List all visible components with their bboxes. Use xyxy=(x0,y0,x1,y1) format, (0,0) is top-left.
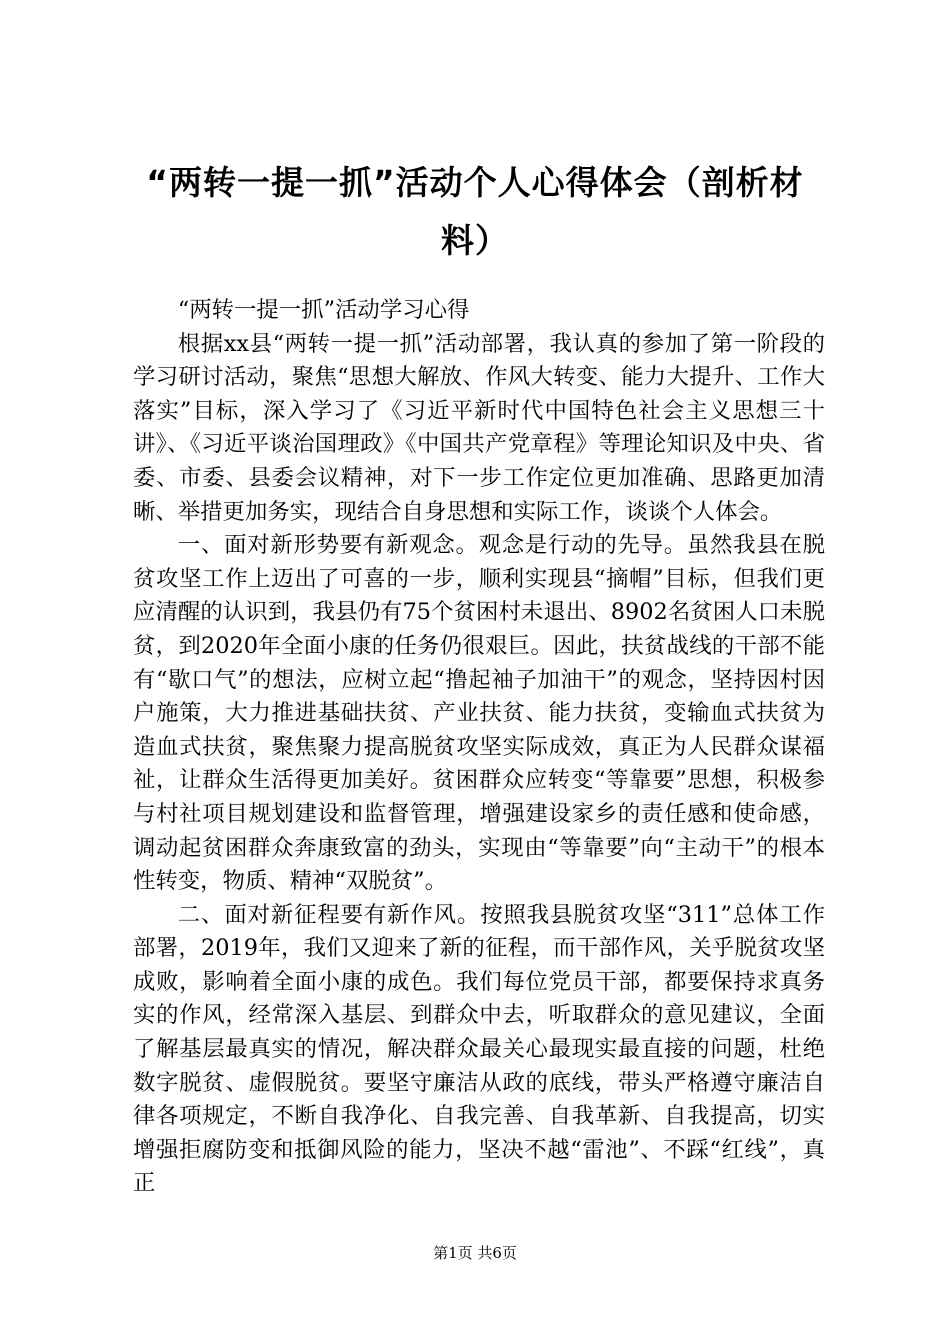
section-one-paragraph: 一、面对新形势要有新观念。观念是行动的先导。虽然我县在脱贫攻坚工作上迈出了可喜的一步，顺利实现县“摘帽”目标，但我们更应清醒的认识到，我县仍有75个贫困村未退出、8902名贫困人口未脱贫，到2020年全面小康的任务仍很艰巨。因此，扶贫战线的干部不能有“歇口气”的想法，应树立起“撸起袖子加油干”的观念，坚持因村因户施策，大力推进基础扶贫、产业扶贫、能力扶贫，变输血式扶贫为造血式扶贫，聚焦聚力提高脱贫攻坚实际成效，真正为人民群众谋福祉，让群众生活得更加美好。贫困群众应转变“等靠要”思想，积极参与村社项目规划建设和监督管理，增强建设家乡的责任感和使命感，调动起贫困群众奔康致富的劲头，实现由“等靠要”向“主动干”的根本性转变，物质、精神“双脱贫”。 xyxy=(133,532,825,895)
subtitle-paragraph: “两转一提一抓”活动学习心得 xyxy=(177,297,470,323)
document-body xyxy=(133,294,825,1201)
document-title: “两转一提一抓”活动个人心得体会（剖析材料） xyxy=(146,163,804,260)
section-two-paragraph: 二、面对新征程要有新作风。按照我县脱贫攻坚“311”总体工作部署，2019年，我们又迎来了新的征程，而干部作风，关乎脱贫攻坚成败，影响着全面小康的成色。我们每位党员干部，都要保持求真务实的作风，经常深入基层、到群众中去，听取群众的意见建议，全面了解基层最真实的情况，解决群众最关心最现实最直接的问题，杜绝数字脱贫、虚假脱贫。要坚守廉洁从政的底线，带头严格遵守廉洁自律各项规定，不断自我净化、自我完善、自我革新、自我提高，切实增强拒腐防变和抵御风险的能力，坚决不越“雷池”、不踩“红线”，真正 xyxy=(133,901,825,1197)
page-footer: 第1页 共6页 xyxy=(433,1244,517,1262)
intro-paragraph: 根据xx县“两转一提一抓”活动部署，我认真的参加了第一阶段的学习研讨活动，聚焦“思想大解放、作风大转变、能力大提升、工作大落实”目标，深入学习了《习近平新时代中国特色社会主义思想三十讲》、《习近平谈治国理政》《中国共产党章程》等理论知识及中央、省委、市委、县委会议精神，对下一步工作定位更加准确、思路更加清晰、举措更加务实，现结合自身思想和实际工作，谈谈个人体会。 xyxy=(133,330,825,525)
